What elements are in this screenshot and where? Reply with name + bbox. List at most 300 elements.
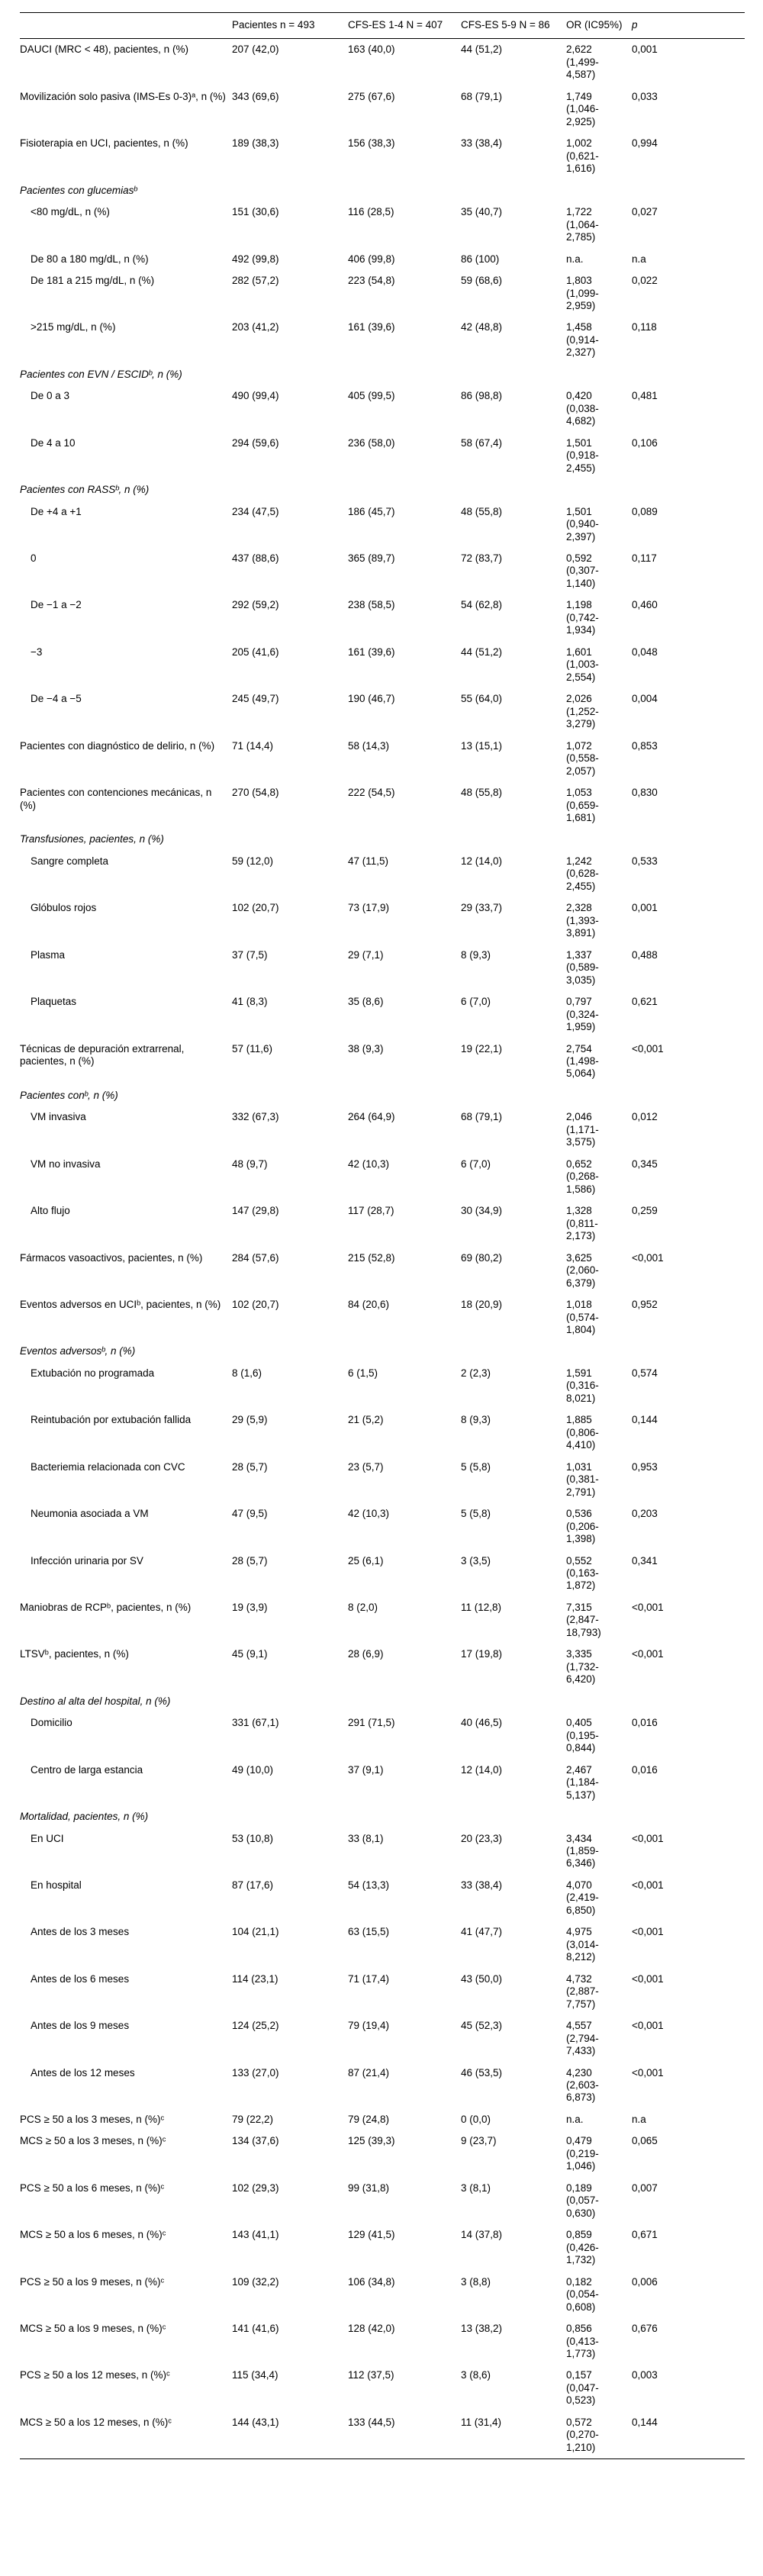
or-ci-cell: 1,072 (0,558-2,057) bbox=[566, 739, 599, 777]
p-value-cell: 0,006 bbox=[632, 2275, 658, 2288]
row-label: Antes de los 12 meses bbox=[31, 2066, 135, 2079]
cfs-1-4-cell: 116 (28,5) bbox=[348, 206, 394, 218]
table-row bbox=[20, 1106, 745, 1153]
cfs-1-4-cell: 117 (28,7) bbox=[348, 1205, 394, 1217]
cfs-5-9-cell: 55 (64,0) bbox=[461, 693, 503, 705]
p-value-cell: <0,001 bbox=[632, 2020, 664, 2032]
or-ci-cell: 2,467 (1,184-5,137) bbox=[566, 1763, 599, 1801]
cfs-1-4-cell: 29 (7,1) bbox=[348, 948, 384, 961]
table-row bbox=[20, 991, 745, 1038]
p-value-cell bbox=[632, 180, 745, 201]
p-value-cell: 0,259 bbox=[632, 1205, 658, 1217]
or-ci-cell bbox=[566, 479, 632, 501]
cfs-5-9-cell: 20 (23,3) bbox=[461, 1832, 503, 1844]
or-ci-cell bbox=[566, 1691, 632, 1712]
cfs-5-9-cell: 3 (8,6) bbox=[461, 2369, 491, 2381]
row-label: Plasma bbox=[31, 948, 66, 961]
table-row bbox=[20, 1200, 745, 1247]
p-value-cell bbox=[632, 479, 745, 501]
or-ci-cell: 1,722 (1,064-2,785) bbox=[566, 206, 599, 243]
p-value-cell: 0,065 bbox=[632, 2135, 658, 2147]
row-label: Centro de larga estancia bbox=[31, 1763, 143, 1776]
cfs-1-4-cell: 133 (44,5) bbox=[348, 2416, 395, 2428]
patients-n-cell: 71 (14,4) bbox=[232, 739, 274, 752]
cfs-1-4-cell: 163 (40,0) bbox=[348, 43, 395, 56]
table-row bbox=[20, 782, 745, 829]
p-value-cell: 0,533 bbox=[632, 855, 658, 867]
row-label: Técnicas de depuración extrarrenal, pacientes, n (%) bbox=[20, 1042, 185, 1067]
patients-n-cell bbox=[232, 479, 348, 501]
patients-n-cell: 48 (9,7) bbox=[232, 1158, 268, 1170]
or-ci-cell: 0,157 (0,047-0,523) bbox=[566, 2369, 599, 2407]
or-ci-cell: 1,885 (0,806-4,410) bbox=[566, 1414, 599, 1451]
cfs-1-4-cell: 33 (8,1) bbox=[348, 1832, 384, 1844]
p-value-cell: 0,144 bbox=[632, 2416, 658, 2428]
or-ci-cell: 1,198 (0,742-1,934) bbox=[566, 599, 599, 636]
row-label: Antes de los 6 meses bbox=[31, 1972, 130, 1985]
cfs-1-4-cell: 71 (17,4) bbox=[348, 1972, 390, 1985]
cfs-1-4-cell bbox=[348, 1691, 461, 1712]
p-value-cell: 0,022 bbox=[632, 275, 658, 287]
or-ci-cell: 1,018 (0,574-1,804) bbox=[566, 1299, 599, 1335]
table-row bbox=[20, 1503, 745, 1550]
cfs-5-9-cell: 6 (7,0) bbox=[461, 996, 491, 1008]
table-row bbox=[20, 2178, 745, 2224]
patients-n-cell: 292 (59,2) bbox=[232, 599, 279, 611]
cfs-1-4-cell: 42 (10,3) bbox=[348, 1508, 390, 1520]
table-row bbox=[20, 897, 745, 944]
or-ci-cell: 1,601 (1,003-2,554) bbox=[566, 646, 599, 683]
cfs-1-4-cell: 25 (6,1) bbox=[348, 1554, 384, 1567]
cfs-5-9-cell bbox=[461, 1085, 566, 1106]
p-value-cell: 0,481 bbox=[632, 390, 658, 402]
cfs-5-9-cell: 29 (33,7) bbox=[461, 902, 503, 914]
table-row bbox=[20, 688, 745, 735]
table-row bbox=[20, 1550, 745, 1597]
cfs-5-9-cell bbox=[461, 1691, 566, 1712]
patients-n-cell: 115 (34,4) bbox=[232, 2369, 278, 2381]
table-row bbox=[20, 851, 745, 897]
row-label: Extubación no programada bbox=[31, 1367, 155, 1379]
p-value-cell: 0,004 bbox=[632, 693, 658, 705]
patients-n-cell: 331 (67,1) bbox=[232, 1717, 279, 1729]
cfs-1-4-cell bbox=[348, 829, 461, 850]
row-label: De +4 a +1 bbox=[31, 505, 82, 517]
cfs-1-4-cell: 84 (20,6) bbox=[348, 1299, 390, 1311]
table-row bbox=[20, 385, 745, 432]
patients-n-cell: 114 (23,1) bbox=[232, 1972, 278, 1985]
or-ci-cell: n.a. bbox=[566, 2113, 584, 2125]
cfs-1-4-cell: 291 (71,5) bbox=[348, 1717, 395, 1729]
table-row bbox=[20, 1409, 745, 1456]
p-value-cell: 0,574 bbox=[632, 1367, 658, 1379]
row-label: PCS ≥ 50 a los 6 meses, n (%)ᶜ bbox=[20, 2182, 165, 2194]
cfs-5-9-cell: 40 (46,5) bbox=[461, 1717, 503, 1729]
patients-n-cell: 59 (12,0) bbox=[232, 855, 274, 867]
table-row bbox=[20, 2130, 745, 2177]
cfs-5-9-cell: 11 (12,8) bbox=[461, 1601, 502, 1613]
section-row bbox=[20, 180, 745, 201]
or-ci-cell: 1,031 (0,381-2,791) bbox=[566, 1460, 599, 1498]
or-ci-cell: 2,622 (1,499-4,587) bbox=[566, 43, 599, 81]
cfs-1-4-cell: 236 (58,0) bbox=[348, 436, 395, 449]
patients-n-cell: 124 (25,2) bbox=[232, 2020, 279, 2032]
row-label: De 80 a 180 mg/dL, n (%) bbox=[31, 253, 149, 265]
patients-n-cell: 294 (59,6) bbox=[232, 436, 279, 449]
patients-n-cell: 45 (9,1) bbox=[232, 1648, 268, 1660]
section-row bbox=[20, 829, 745, 850]
p-value-cell: 0,994 bbox=[632, 137, 658, 150]
p-value-cell: n.a bbox=[632, 253, 646, 265]
patients-n-cell: 189 (38,3) bbox=[232, 137, 279, 150]
table-row bbox=[20, 945, 745, 991]
row-label: DAUCI (MRC < 48), pacientes, n (%) bbox=[20, 43, 188, 56]
cfs-1-4-cell bbox=[348, 1806, 461, 1827]
row-label: LTSVᵇ, pacientes, n (%) bbox=[20, 1648, 129, 1660]
or-ci-cell: 2,046 (1,171-3,575) bbox=[566, 1111, 599, 1148]
cfs-5-9-cell: 3 (8,1) bbox=[461, 2182, 491, 2194]
row-label-header bbox=[20, 13, 232, 39]
cfs-1-4-cell: 79 (19,4) bbox=[348, 2020, 390, 2032]
patients-n-cell: 245 (49,7) bbox=[232, 693, 279, 705]
cfs-5-9-cell bbox=[461, 1806, 566, 1827]
table-row bbox=[20, 270, 745, 317]
patients-n-cell bbox=[232, 1691, 348, 1712]
cfs-5-9-cell: 33 (38,4) bbox=[461, 1879, 503, 1891]
cfs-1-4-cell: 112 (37,5) bbox=[348, 2369, 394, 2381]
p-value-cell: 0,001 bbox=[632, 902, 658, 914]
or-ci-cell: 4,070 (2,419-6,850) bbox=[566, 1879, 599, 1916]
cfs-5-9-cell: 19 (22,1) bbox=[461, 1042, 503, 1055]
p-value-cell: 0,016 bbox=[632, 1717, 658, 1729]
row-label: Alto flujo bbox=[31, 1205, 70, 1217]
cfs-1-4-cell: 128 (42,0) bbox=[348, 2323, 395, 2335]
cfs-5-9-cell: 44 (51,2) bbox=[461, 646, 503, 658]
patients-n-cell: 104 (21,1) bbox=[232, 1926, 279, 1938]
table-row bbox=[20, 594, 745, 641]
patients-n-cell: 147 (29,8) bbox=[232, 1205, 279, 1217]
table-row bbox=[20, 1248, 745, 1294]
cfs-1-4-cell: 8 (2,0) bbox=[348, 1601, 378, 1613]
cfs-5-9-cell: 3 (8,8) bbox=[461, 2275, 491, 2288]
row-label: Pacientes con glucemiasᵇ bbox=[20, 184, 137, 196]
or-ci-cell: 1,591 (0,316-8,021) bbox=[566, 1367, 599, 1404]
table-row bbox=[20, 1363, 745, 1409]
cfs-1-4-cell bbox=[348, 479, 461, 501]
cfs-5-9-cell: 33 (38,4) bbox=[461, 137, 503, 150]
patients-n-header: Pacientes n = 493 bbox=[232, 13, 348, 39]
row-label: Mortalidad, pacientes, n (%) bbox=[20, 1811, 149, 1823]
or-ci-cell: 1,458 (0,914-2,327) bbox=[566, 321, 599, 359]
table-row bbox=[20, 2318, 745, 2365]
row-label: De −1 a −2 bbox=[31, 599, 82, 611]
table-row bbox=[20, 1038, 745, 1085]
table-row bbox=[20, 1712, 745, 1759]
row-label: En hospital bbox=[31, 1879, 82, 1891]
cfs-5-9-cell: 86 (100) bbox=[461, 253, 500, 265]
cfs-5-9-cell: 44 (51,2) bbox=[461, 43, 503, 56]
cfs-1-4-cell: 161 (39,6) bbox=[348, 646, 395, 658]
or-ci-cell: 1,501 (0,918-2,455) bbox=[566, 436, 599, 474]
or-ci-cell bbox=[566, 1806, 632, 1827]
cfs-1-4-cell: 406 (99,8) bbox=[348, 253, 395, 265]
table-row bbox=[20, 133, 745, 179]
patients-n-cell: 79 (22,2) bbox=[232, 2113, 274, 2125]
cfs-1-4-cell: 6 (1,5) bbox=[348, 1367, 378, 1379]
or-ci-cell: 0,572 (0,270-1,210) bbox=[566, 2416, 599, 2453]
p-value-cell: 0,621 bbox=[632, 996, 658, 1008]
section-row bbox=[20, 1085, 745, 1106]
or-ci-cell bbox=[566, 829, 632, 850]
p-value-cell: 0,460 bbox=[632, 599, 658, 611]
table-row bbox=[20, 642, 745, 688]
or-ci-cell: 1,053 (0,659-1,681) bbox=[566, 787, 599, 823]
patients-n-cell: 284 (57,6) bbox=[232, 1251, 279, 1264]
row-label: −3 bbox=[31, 646, 43, 658]
row-label: Pacientes con EVN / ESCIDᵇ, n (%) bbox=[20, 368, 182, 380]
p-value-cell: 0,144 bbox=[632, 1414, 658, 1426]
patients-n-cell: 53 (10,8) bbox=[232, 1832, 274, 1844]
table-row bbox=[20, 39, 745, 86]
or-ci-cell: 3,434 (1,859-6,346) bbox=[566, 1832, 599, 1869]
or-ci-cell: 2,754 (1,498-5,064) bbox=[566, 1042, 599, 1080]
or-ci-cell: 4,557 (2,794-7,433) bbox=[566, 2020, 599, 2057]
patients-n-cell: 203 (41,2) bbox=[232, 321, 279, 333]
cfs-1-4-cell: 73 (17,9) bbox=[348, 902, 390, 914]
p-value-cell: 0,003 bbox=[632, 2369, 658, 2381]
row-label: De 4 a 10 bbox=[31, 436, 76, 449]
patients-n-cell: 41 (8,3) bbox=[232, 996, 268, 1008]
or-ci-cell: 0,797 (0,324-1,959) bbox=[566, 996, 599, 1033]
row-label: Pacientes con contenciones mecánicas, n (%) bbox=[20, 787, 212, 811]
cfs-5-9-cell: 43 (50,0) bbox=[461, 1972, 503, 1985]
row-label: PCS ≥ 50 a los 9 meses, n (%)ᶜ bbox=[20, 2275, 165, 2288]
table-row bbox=[20, 501, 745, 548]
cfs-5-9-header: CFS-ES 5-9 N = 86 bbox=[461, 13, 566, 39]
p-value-cell: 0,012 bbox=[632, 1111, 658, 1123]
patients-n-cell: 492 (99,8) bbox=[232, 253, 279, 265]
cfs-5-9-cell: 45 (52,3) bbox=[461, 2020, 503, 2032]
p-value-cell: <0,001 bbox=[632, 1251, 664, 1264]
patients-n-cell: 102 (29,3) bbox=[232, 2182, 279, 2194]
row-label: Antes de los 3 meses bbox=[31, 1926, 130, 1938]
table-header bbox=[20, 13, 745, 39]
section-row bbox=[20, 364, 745, 385]
patients-n-cell bbox=[232, 364, 348, 385]
cfs-5-9-cell: 59 (68,6) bbox=[461, 275, 503, 287]
table-row bbox=[20, 1760, 745, 1806]
row-label: MCS ≥ 50 a los 12 meses, n (%)ᶜ bbox=[20, 2416, 172, 2428]
cfs-5-9-cell: 68 (79,1) bbox=[461, 90, 503, 102]
row-label: Plaquetas bbox=[31, 996, 77, 1008]
cfs-5-9-cell: 9 (23,7) bbox=[461, 2135, 497, 2147]
patients-n-cell: 37 (7,5) bbox=[232, 948, 268, 961]
p-value-cell: 0,027 bbox=[632, 206, 658, 218]
table-row bbox=[20, 2062, 745, 2109]
cfs-5-9-cell: 0 (0,0) bbox=[461, 2113, 491, 2125]
table-row bbox=[20, 2272, 745, 2318]
patients-n-cell: 109 (32,2) bbox=[232, 2275, 279, 2288]
p-value-cell: <0,001 bbox=[632, 1648, 664, 1660]
p-value-cell: 0,488 bbox=[632, 948, 658, 961]
cfs-1-4-cell: 161 (39,6) bbox=[348, 321, 395, 333]
cfs-5-9-cell: 13 (15,1) bbox=[461, 739, 503, 752]
table-row bbox=[20, 2412, 745, 2459]
patients-n-cell: 270 (54,8) bbox=[232, 787, 279, 799]
p-value-cell: 0,016 bbox=[632, 1763, 658, 1776]
cfs-5-9-cell bbox=[461, 180, 566, 201]
table-row bbox=[20, 1644, 745, 1690]
cfs-1-4-cell: 275 (67,6) bbox=[348, 90, 395, 102]
p-value-cell: 0,117 bbox=[632, 552, 657, 564]
row-label: Fisioterapia en UCI, pacientes, n (%) bbox=[20, 137, 188, 150]
or-ci-cell: 1,242 (0,628-2,455) bbox=[566, 855, 599, 892]
header-row bbox=[20, 13, 745, 39]
patients-n-cell: 144 (43,1) bbox=[232, 2416, 279, 2428]
p-value-cell: 0,001 bbox=[632, 43, 658, 56]
cfs-5-9-cell: 54 (62,8) bbox=[461, 599, 503, 611]
patients-n-cell: 343 (69,6) bbox=[232, 90, 279, 102]
patients-n-cell: 437 (88,6) bbox=[232, 552, 279, 564]
or-ci-cell bbox=[566, 1085, 632, 1106]
cfs-5-9-cell: 5 (5,8) bbox=[461, 1508, 491, 1520]
row-label: En UCI bbox=[31, 1832, 64, 1844]
cfs-1-4-cell: 223 (54,8) bbox=[348, 275, 395, 287]
row-label: Domicilio bbox=[31, 1717, 72, 1729]
patients-n-cell: 282 (57,2) bbox=[232, 275, 279, 287]
table-row bbox=[20, 2224, 745, 2271]
cfs-5-9-cell bbox=[461, 364, 566, 385]
cfs-5-9-cell: 8 (9,3) bbox=[461, 1414, 491, 1426]
or-ci-cell: 3,625 (2,060-6,379) bbox=[566, 1251, 599, 1289]
cfs-1-4-cell: 79 (24,8) bbox=[348, 2113, 390, 2125]
or-ci-cell: 1,002 (0,621-1,616) bbox=[566, 137, 599, 175]
patients-n-cell bbox=[232, 829, 348, 850]
table-row bbox=[20, 433, 745, 479]
table-row bbox=[20, 249, 745, 270]
or-ci-cell: 1,328 (0,811-2,173) bbox=[566, 1205, 598, 1242]
or-ci-cell: 0,405 (0,195-0,844) bbox=[566, 1717, 599, 1754]
patients-n-cell: 141 (41,6) bbox=[232, 2323, 279, 2335]
cfs-5-9-cell: 48 (55,8) bbox=[461, 787, 503, 799]
row-label: Fármacos vasoactivos, pacientes, n (%) bbox=[20, 1251, 203, 1264]
p-value-cell: 0,853 bbox=[632, 739, 658, 752]
p-value-cell: 0,341 bbox=[632, 1554, 658, 1567]
row-label: Glóbulos rojos bbox=[31, 902, 97, 914]
or-ci-cell: 0,536 (0,206-1,398) bbox=[566, 1508, 599, 1545]
patients-n-cell: 28 (5,7) bbox=[232, 1554, 268, 1567]
cfs-5-9-cell: 86 (98,8) bbox=[461, 390, 503, 402]
cfs-5-9-cell: 58 (67,4) bbox=[461, 436, 503, 449]
patients-n-cell: 134 (37,6) bbox=[232, 2135, 279, 2147]
cfs-1-4-cell: 87 (21,4) bbox=[348, 2066, 390, 2079]
section-row bbox=[20, 479, 745, 501]
cfs-1-4-cell: 156 (38,3) bbox=[348, 137, 395, 150]
or-ci-cell: 0,592 (0,307-1,140) bbox=[566, 552, 599, 589]
or-ci-cell bbox=[566, 180, 632, 201]
cfs-5-9-cell: 35 (40,7) bbox=[461, 206, 503, 218]
row-label: 0 bbox=[31, 552, 37, 564]
patients-n-cell: 102 (20,7) bbox=[232, 1299, 279, 1311]
cfs-5-9-cell: 68 (79,1) bbox=[461, 1111, 503, 1123]
row-label: Pacientes conᵇ, n (%) bbox=[20, 1089, 118, 1101]
or-ci-cell: 1,337 (0,589-3,035) bbox=[566, 948, 599, 986]
cfs-5-9-cell: 18 (20,9) bbox=[461, 1299, 503, 1311]
table-row bbox=[20, 2365, 745, 2411]
cfs-5-9-cell: 6 (7,0) bbox=[461, 1158, 491, 1170]
table-row bbox=[20, 86, 745, 133]
cfs-1-4-cell: 125 (39,3) bbox=[348, 2135, 395, 2147]
section-row bbox=[20, 1691, 745, 1712]
cfs-1-4-cell: 21 (5,2) bbox=[348, 1414, 384, 1426]
p-value-cell: 0,671 bbox=[632, 2229, 658, 2241]
patients-n-cell: 133 (27,0) bbox=[232, 2066, 279, 2079]
patients-n-cell: 332 (67,3) bbox=[232, 1111, 279, 1123]
p-value-cell: 0,106 bbox=[632, 436, 658, 449]
or-ci-cell: 0,189 (0,057-0,630) bbox=[566, 2182, 599, 2219]
cfs-1-4-cell: 190 (46,7) bbox=[348, 693, 395, 705]
p-value-cell: <0,001 bbox=[632, 1042, 664, 1055]
or-ci-cell: 7,315 (2,847-18,793) bbox=[566, 1601, 601, 1638]
cfs-5-9-cell: 5 (5,8) bbox=[461, 1460, 491, 1473]
table-row bbox=[20, 548, 745, 594]
cfs-5-9-cell: 17 (19,8) bbox=[461, 1648, 503, 1660]
cfs-1-4-cell: 264 (64,9) bbox=[348, 1111, 395, 1123]
cfs-1-4-cell: 405 (99,5) bbox=[348, 390, 395, 402]
patients-n-cell bbox=[232, 1085, 348, 1106]
cfs-1-4-cell: 106 (34,8) bbox=[348, 2275, 395, 2288]
patients-n-cell: 207 (42,0) bbox=[232, 43, 279, 56]
cfs-1-4-cell: 28 (6,9) bbox=[348, 1648, 384, 1660]
cfs-1-4-cell: 35 (8,6) bbox=[348, 996, 384, 1008]
or-ci-cell: 0,859 (0,426-1,732) bbox=[566, 2229, 599, 2266]
cfs-5-9-cell: 12 (14,0) bbox=[461, 1763, 503, 1776]
patients-n-cell: 28 (5,7) bbox=[232, 1460, 268, 1473]
patients-n-cell: 8 (1,6) bbox=[232, 1367, 262, 1379]
p-value-cell: 0,952 bbox=[632, 1299, 658, 1311]
table-row bbox=[20, 1457, 745, 1503]
cfs-1-4-cell bbox=[348, 1085, 461, 1106]
row-label: <80 mg/dL, n (%) bbox=[31, 206, 110, 218]
or-ci-cell: 3,335 (1,732-6,420) bbox=[566, 1648, 599, 1686]
p-value-cell: 0,007 bbox=[632, 2182, 658, 2194]
p-value-header: p bbox=[632, 13, 745, 39]
cfs-1-4-cell: 38 (9,3) bbox=[348, 1042, 384, 1055]
table-row bbox=[20, 1875, 745, 1921]
table-row bbox=[20, 1154, 745, 1200]
cfs-5-9-cell: 48 (55,8) bbox=[461, 505, 503, 517]
cfs-1-4-cell: 238 (58,5) bbox=[348, 599, 395, 611]
or-ci-cell: 0,652 (0,268-1,586) bbox=[566, 1158, 599, 1195]
cfs-5-9-cell: 11 (31,4) bbox=[461, 2416, 502, 2428]
cfs-1-4-cell bbox=[348, 364, 461, 385]
cfs-5-9-cell: 12 (14,0) bbox=[461, 855, 503, 867]
row-label: Sangre completa bbox=[31, 855, 109, 867]
cfs-5-9-cell: 30 (34,9) bbox=[461, 1205, 503, 1217]
cfs-5-9-cell: 46 (53,5) bbox=[461, 2066, 503, 2079]
p-value-cell: 0,118 bbox=[632, 321, 657, 333]
cfs-5-9-cell: 2 (2,3) bbox=[461, 1367, 491, 1379]
p-value-cell: 0,203 bbox=[632, 1508, 658, 1520]
row-label: De 181 a 215 mg/dL, n (%) bbox=[31, 275, 155, 287]
row-label: PCS ≥ 50 a los 3 meses, n (%)ᶜ bbox=[20, 2113, 165, 2125]
or-ci-cell bbox=[566, 364, 632, 385]
table-row bbox=[20, 1921, 745, 1968]
or-ci-cell: 0,479 (0,219-1,046) bbox=[566, 2135, 599, 2172]
p-value-cell: 0,676 bbox=[632, 2323, 658, 2335]
row-label: Bacteriemia relacionada con CVC bbox=[31, 1460, 185, 1473]
cfs-5-9-cell: 3 (3,5) bbox=[461, 1554, 491, 1567]
